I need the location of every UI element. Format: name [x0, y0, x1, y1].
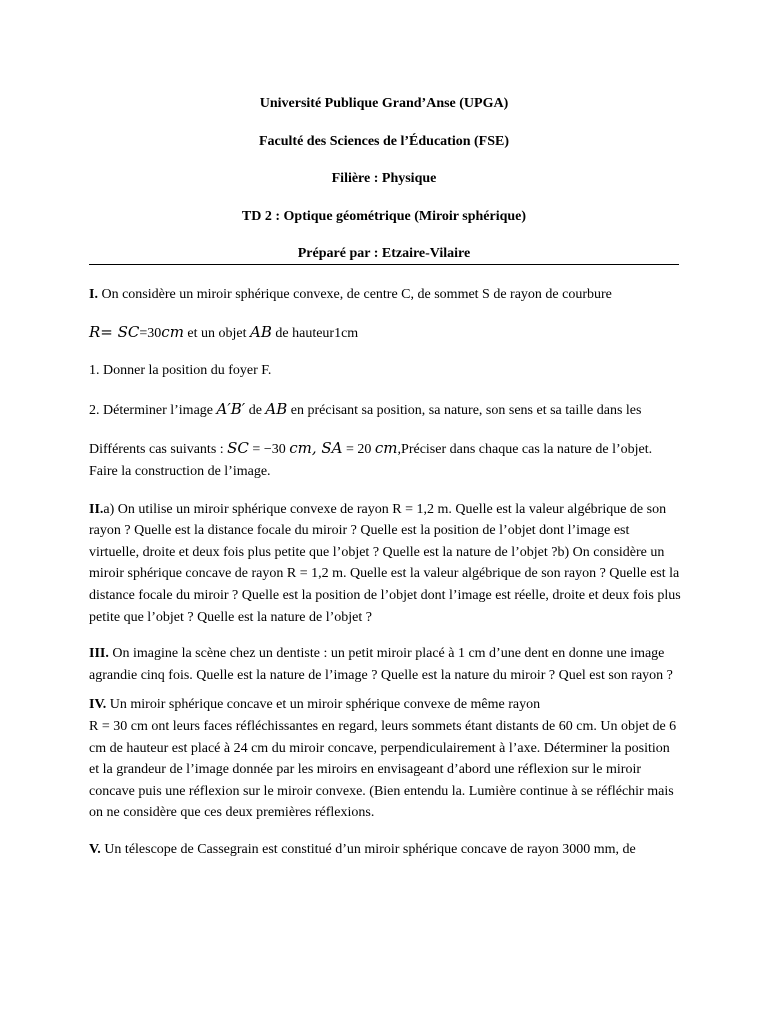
exercise-4-number: IV. [89, 697, 107, 713]
exercise-3: III. On imagine la scène chez un dentiste : un petit miroir placé à 1 cm d’une dent en donne une image agrandie cinq fois. Quelle est la nature de l’image ? Quelle est la nature du miroir ? Quel est son rayon ? [89, 646, 673, 683]
exercise-1-question-2: 2. Déterminer l’image A′B′ de AB en précisant sa position, sa nature, son sens et sa taille dans les [89, 399, 642, 418]
faculty-name: Faculté des Sciences de l’Éducation (FSE) [258, 133, 510, 149]
exercise-5: V. Un télescope de Cassegrain est constitué d’un miroir sphérique concave de rayon 3000 mm, de [89, 841, 636, 857]
exercise-5-number: V. [89, 841, 101, 857]
exercise-1-cases: Différents cas suivants : SC = −30 cm, SA = 20 cm,Préciser dans chaque cas la nature de l’objet. Faire la construction de l’image. [89, 439, 653, 479]
header-divider [89, 264, 679, 265]
exercise-2: II.a) On utilise un miroir sphérique convexe de rayon R = 1,2 m. Quelle est la valeur algébrique de son rayon ? Quelle est la distance focale du miroir ? Quelle est la position de l’objet dont l’image est virtuelle, droite et deux fois plus petite que l’objet ? Quelle est la nature de l’objet ?b) On considère un miroir sphérique concave de rayon R = 1,2 m. Quelle est la valeur algébrique de son rayon ? Quelle est la distance focale du miroir ? Quelle est la position de l’objet dont l’image est réelle, droite et deux fois plus petite que l’objet ? Quelle est la nature de l’objet ? [89, 501, 681, 625]
exercise-1-number: I. [89, 287, 98, 302]
document-header [90, 94, 678, 282]
university-name: Université Publique Grand’Anse (UPGA) [259, 96, 509, 111]
document-body [89, 284, 681, 860]
td-title: TD 2 : Optique géométrique (Miroir sphérique) [241, 208, 527, 224]
exercise-3-number: III. [89, 646, 109, 662]
exercise-1-data: R= SC=30cm et un objet AB de hauteur1cm [89, 322, 359, 341]
exercise-1-question-1: 1. Donner la position du foyer F. [89, 363, 272, 379]
exercise-1-intro: I. On considère un miroir sphérique convexe, de centre C, de sommet S de rayon de courbure [89, 287, 612, 302]
field-of-study: Filière : Physique [331, 171, 437, 186]
prepared-by: Préparé par : Etzaire-Vilaire [297, 246, 471, 261]
exercise-2-number: II. [89, 501, 104, 517]
exercise-4: IV. Un miroir sphérique concave et un miroir sphérique convexe de même rayon R = 30 cm ont leurs faces réfléchissantes en regard, leurs sommets étant distants de 60 cm. Un objet de 6 cm de hauteur est placé à 24 cm du miroir concave, perpendiculairement à l’axe. Déterminer la position et la grandeur de l’image donnée par les miroirs en envisageant d’abord une réflexion sur le miroir concave puis une réflexion sur le miroir convexe. (Bien entendu la. Lumière continue à se réfléchir mais on ne considère que ces deux premières réflexions. [89, 697, 677, 821]
